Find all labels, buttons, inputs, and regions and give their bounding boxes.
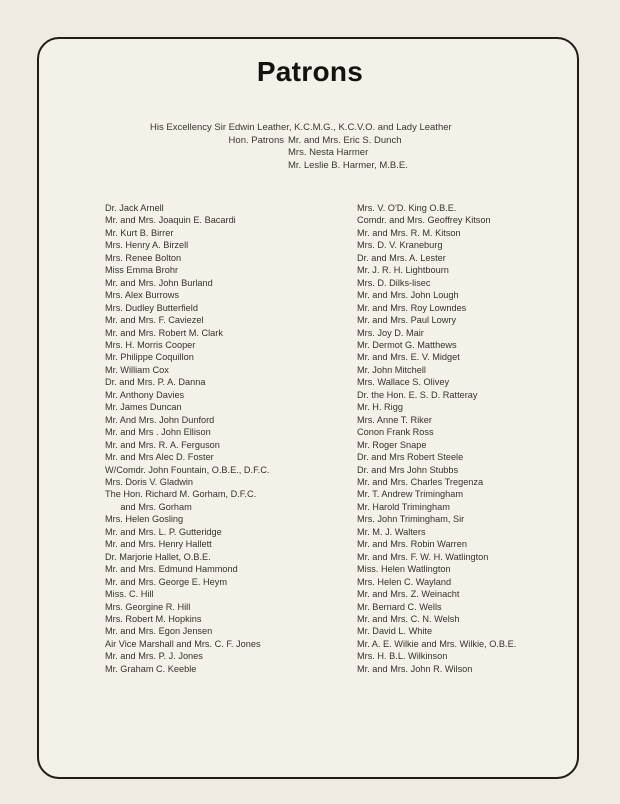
patron-entry: Mr. and Mrs. Roy Lowndes (357, 302, 467, 313)
patron-entry: Miss. Helen Watlington (357, 564, 451, 575)
patron-entry: Dr. and Mrs. P. A. Danna (105, 377, 206, 388)
patron-entry: The Hon. Richard M. Gorham, D.F.C. (105, 489, 257, 500)
patron-entry: Miss. C. Hill (105, 589, 154, 600)
patron-entry: Mr. Harold Trimingham (357, 501, 450, 512)
patron-entry: Mr. And Mrs. John Dunford (105, 414, 215, 425)
patron-entry: Dr. and Mrs Robert Steele (357, 452, 464, 463)
patron-entry: Mr. and Mrs. George E. Heym (105, 576, 228, 587)
patron-entry: Dr. and Mrs John Stubbs (357, 464, 459, 475)
patron-entry: Mr. Graham C. Keeble (105, 663, 197, 674)
patron-entry: Dr. Marjorie Hallet, O.B.E. (105, 551, 211, 562)
patron-entry: Dr. and Mrs. A. Lester (357, 252, 446, 263)
page-title: Patrons (256, 56, 364, 87)
patron-entry: Mrs. Renee Bolton (105, 252, 182, 263)
patron-entry: Mr. William Cox (105, 364, 169, 375)
patron-entry: Mr. Bernard C. Wells (357, 601, 442, 612)
patron-entry: Comdr. and Mrs. Geoffrey Kitson (357, 215, 491, 226)
patron-entry: Mr. and Mrs. F. W. H. Watlington (357, 551, 489, 562)
patron-entry: Mr. H. Rigg (357, 402, 403, 413)
patron-entry: Mr. and Mrs. C. N. Welsh (357, 613, 460, 624)
patron-entry: Mrs. Dudley Butterfield (105, 302, 198, 313)
patron-entry: Mr. and Mrs. F. Caviezel (105, 315, 204, 326)
patron-entry: Dr. Jack Arnell (105, 203, 164, 213)
patron-entry: Mr. David L. White (357, 626, 433, 637)
honorary-lead-line: His Excellency Sir Edwin Leather, K.C.M.G., K.C.V.O. and Lady Leather (150, 122, 452, 133)
patron-entry: Mr. Philippe Coquillon (105, 352, 194, 363)
honorary-patrons-block (150, 122, 452, 172)
patron-entry: Mr. and Mrs. Egon Jensen (105, 626, 213, 637)
patron-entry: Mrs. D. V. Kraneburg (357, 240, 443, 251)
patron-entry: Mrs. John Trimingham, Sir (357, 514, 465, 525)
patron-entry: Mr. and Mrs . John Ellison (105, 427, 211, 438)
honorary-patron: Mrs. Nesta Harmer (288, 147, 369, 159)
patron-entry: Mrs. Helen Gosling (105, 514, 184, 525)
patron-entry: Mr. and Mrs Alec D. Foster (105, 452, 214, 463)
patron-entry: Mr. and Mrs. Edmund Hammond (105, 564, 238, 575)
patron-entry: Mrs. H. Morris Cooper (105, 339, 196, 350)
patron-entry: Mr. and Mrs. John Lough (357, 290, 459, 301)
patron-entry: Mr. and Mrs. R. M. Kitson (357, 227, 461, 238)
patron-entry: Mr. and Mrs. Charles Tregenza (357, 476, 484, 487)
patron-entry: Mr. J. R. H. Lightbourn (357, 265, 449, 276)
patron-entry: Miss Emma Brohr (105, 265, 178, 276)
patron-entry: W/Comdr. John Fountain, O.B.E., D.F.C. (105, 464, 270, 475)
patron-entry: Mrs. Helen C. Wayland (357, 576, 452, 587)
patron-entry: Mr. James Duncan (105, 402, 182, 413)
patron-entry: Mr. and Mrs. E. V. Midget (357, 352, 460, 363)
patron-entry: Mr. A. E. Wilkie and Mrs. Wilkie, O.B.E. (357, 638, 517, 649)
honorary-patron: Mr. Leslie B. Harmer, M.B.E. (288, 159, 408, 171)
patron-entry: Mr. and Mrs. P. J. Jones (105, 651, 203, 662)
patron-entry: and Mrs. Gorham (105, 501, 192, 512)
patron-entry: Mr. M. J. Walters (357, 526, 426, 537)
patron-entry: Mr. and Mrs. Joaquin E. Bacardi (105, 215, 236, 226)
patron-entry: Mr. Kurt B. Birrer (105, 227, 174, 238)
patron-entry: Mr. and Mrs. Henry Hallett (105, 539, 212, 550)
patron-entry: Mr. Anthony Davies (105, 389, 185, 400)
patron-entry: Mrs. Georgine R. Hill (105, 601, 191, 612)
patron-entry: Mrs. H. B.L. Wilkinson (357, 651, 448, 662)
patron-entry: Mr. T. Andrew Trimingham (357, 489, 464, 500)
patron-entry: Air Vice Marshall and Mrs. C. F. Jones (105, 638, 261, 649)
honorary-patron: Mr. and Mrs. Eric S. Dunch (288, 134, 402, 146)
patron-entry: Mrs. V. O'D. King O.B.E. (357, 203, 457, 213)
patron-entry: Mr. and Mrs. L. P. Gutteridge (105, 526, 222, 537)
patron-entry: Mrs. Robert M. Hopkins (105, 613, 202, 624)
patron-entry: Mrs. Doris V. Gladwin (105, 476, 193, 487)
patron-list-right (357, 202, 516, 675)
patron-entry: Mr. and Mrs. Paul Lowry (357, 315, 457, 326)
patron-entry: Mr. John Mitchell (357, 364, 426, 375)
honorary-patrons-row (150, 135, 452, 173)
patron-entry: Mrs. Wallace S. Olivey (357, 377, 450, 388)
patron-entry: Mr. and Mrs. Robin Warren (357, 539, 467, 550)
patron-entry: Mrs. D. Dilks-lisec (357, 277, 431, 288)
patron-entry: Mr. and Mrs. John Burland (105, 277, 213, 288)
honorary-patrons-label: Hon. Patrons (228, 134, 284, 146)
patron-list-left (105, 202, 269, 675)
patron-entry: Mr. Dermot G. Matthews (357, 339, 457, 350)
patron-entry: Mr. and Mrs. R. A. Ferguson (105, 439, 220, 450)
patron-entry: Dr. the Hon. E. S. D. Ratteray (357, 389, 478, 400)
patron-entry: Mrs. Alex Burrows (105, 290, 180, 301)
patron-entry: Mr. and Mrs. Z. Weinacht (357, 589, 460, 600)
patron-entry: Mr. Roger Snape (357, 439, 427, 450)
patron-entry: Mrs. Joy D. Mair (357, 327, 424, 338)
patron-entry: Mrs. Anne T. Riker (357, 414, 432, 425)
patron-entry: Mr. and Mrs. Robert M. Clark (105, 327, 223, 338)
patron-entry: Mr. and Mrs. John R. Wilson (357, 663, 473, 674)
honorary-patrons-names (288, 135, 408, 173)
patron-entry: Mrs. Henry A. Birzell (105, 240, 189, 251)
patron-entry: Conon Frank Ross (357, 427, 434, 438)
